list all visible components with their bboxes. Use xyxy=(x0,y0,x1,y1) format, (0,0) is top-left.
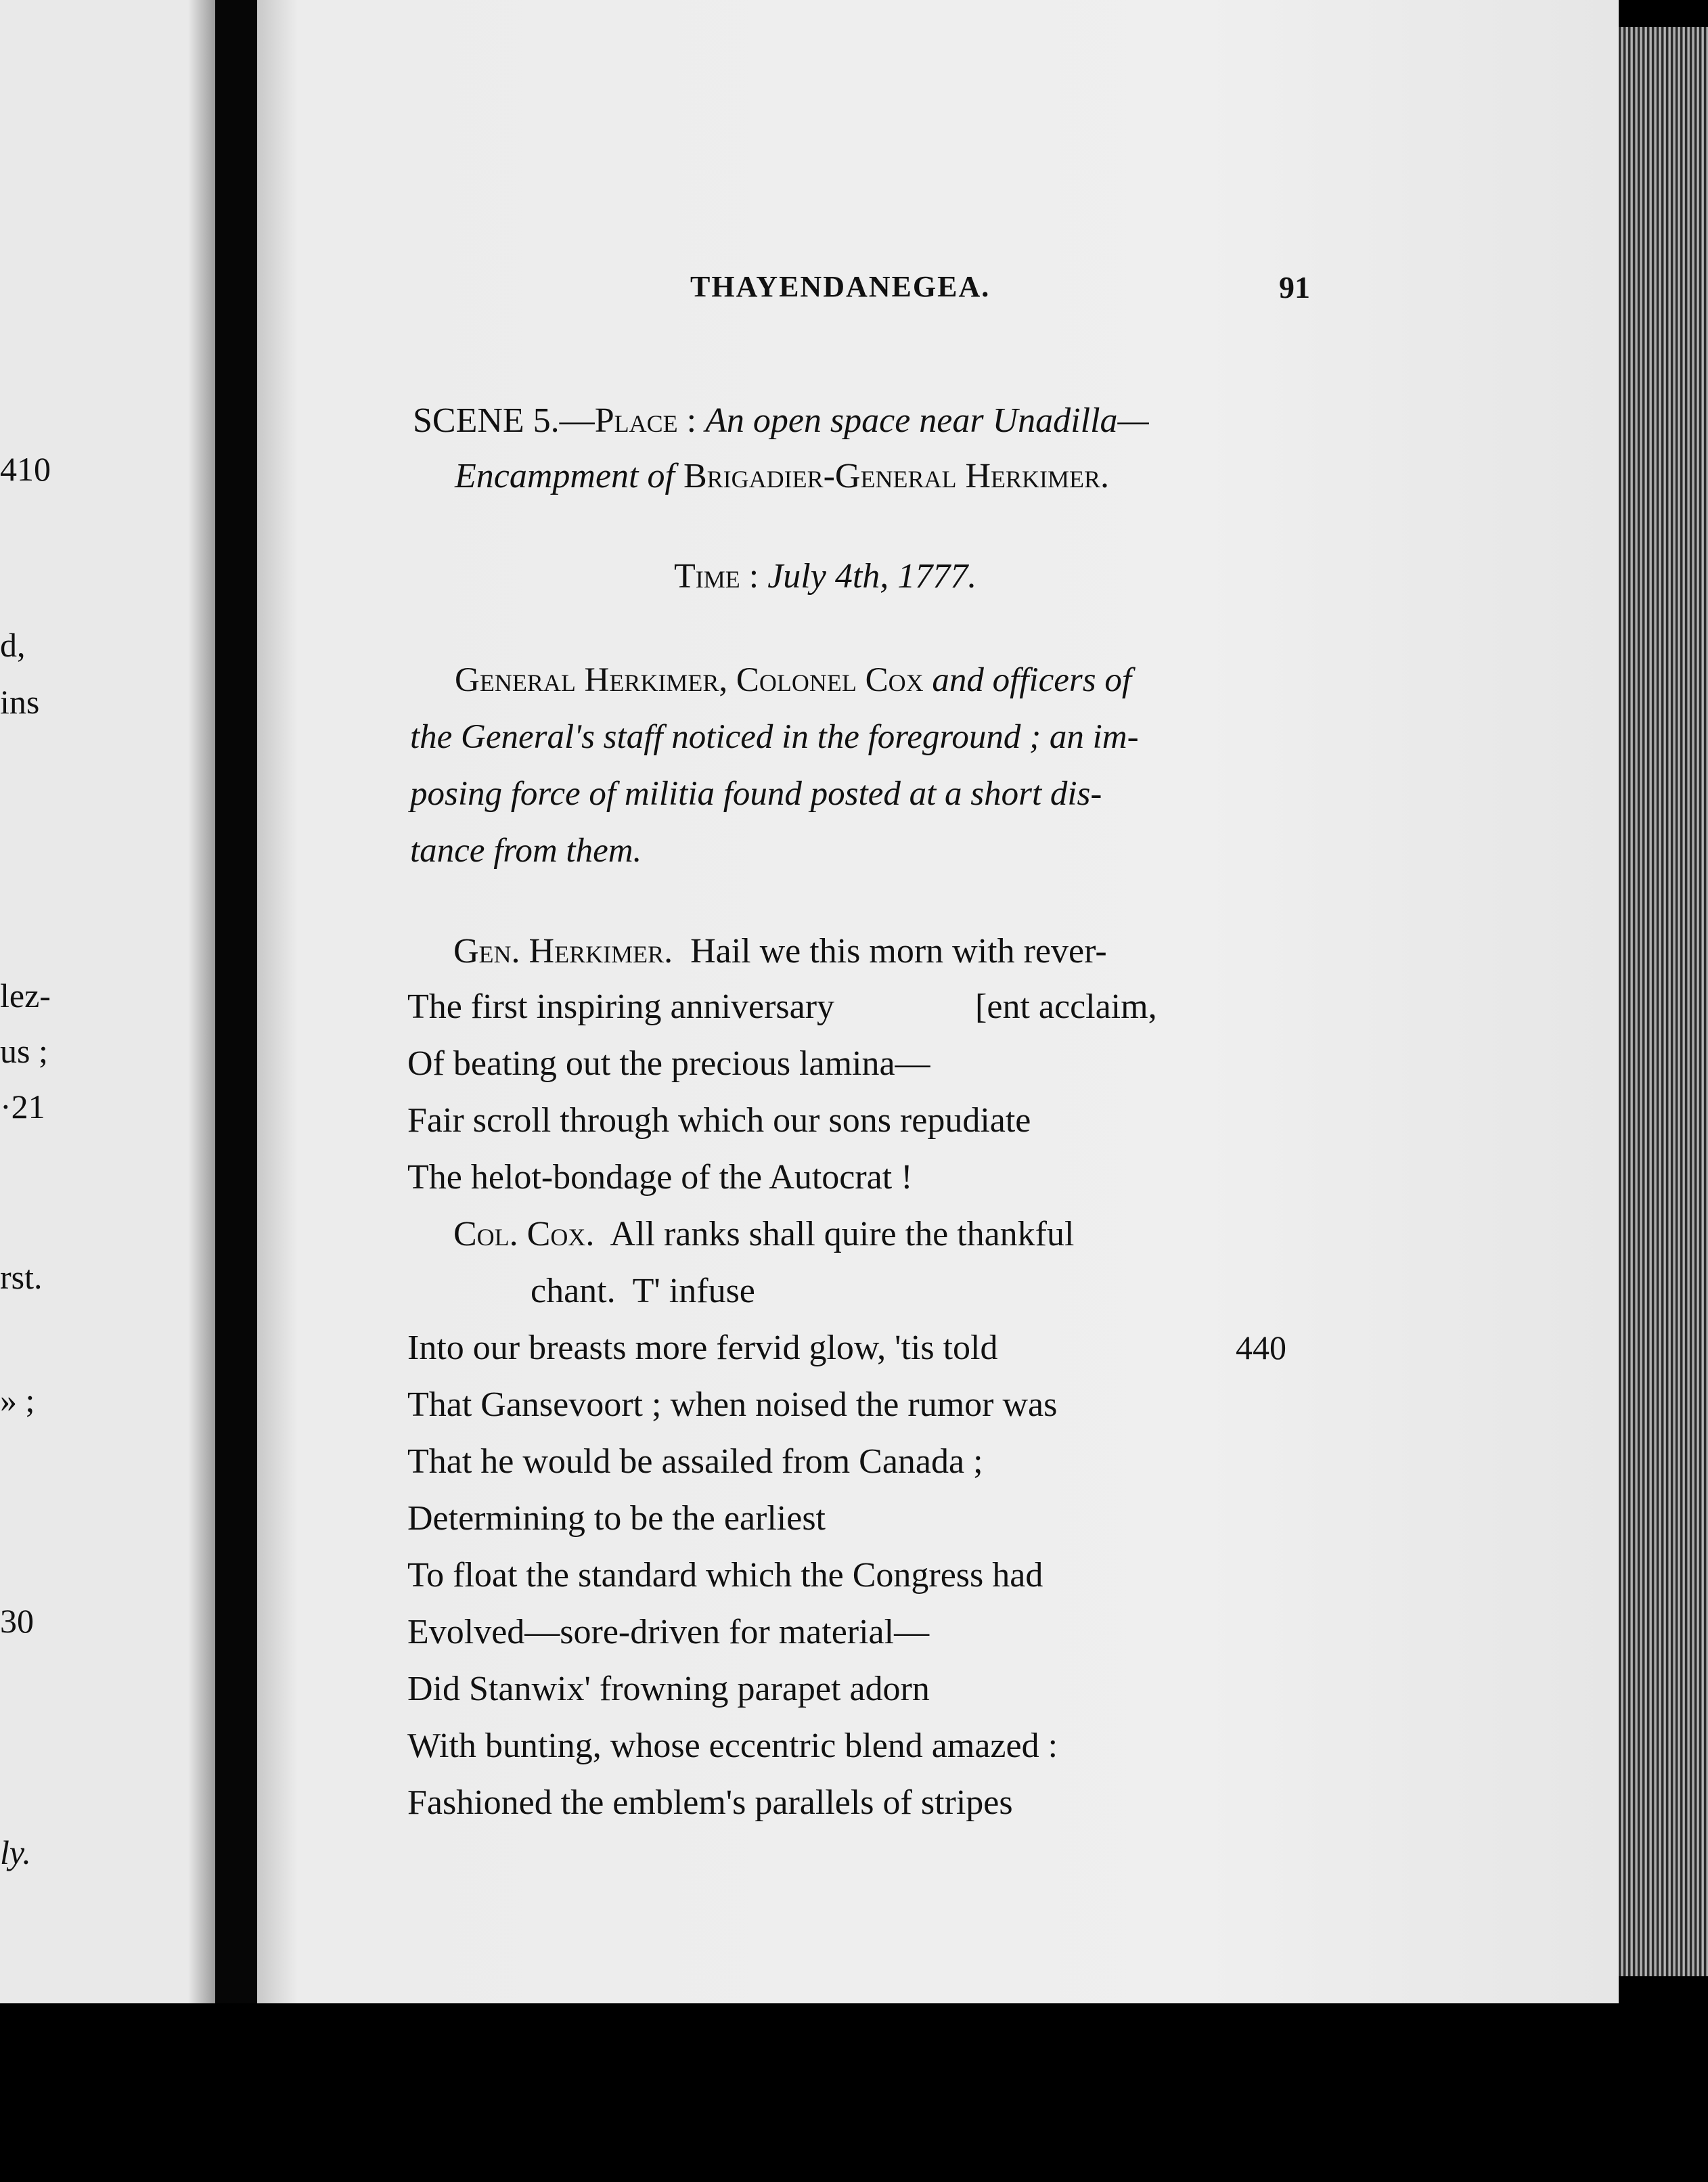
place-text: An open space near Unadilla— xyxy=(705,401,1149,440)
margin-fragment: ·21 xyxy=(0,1088,45,1126)
verse-line: Fashioned the emblem's parallels of stripes xyxy=(407,1783,1013,1822)
scan-background xyxy=(0,2003,1708,2182)
time-label: Time xyxy=(674,557,740,596)
encampment-name: Brigadier-General Herkimer. xyxy=(683,457,1110,495)
scene-heading xyxy=(413,403,1149,439)
stage-direction-line xyxy=(455,663,1131,698)
speech-line xyxy=(453,934,1107,969)
verse-line: Did Stanwix' frowning parapet adorn xyxy=(407,1670,930,1708)
verse-line: chant. T' infuse xyxy=(531,1272,755,1310)
stage-direction-line: posing force of militia found posted at a short dis- xyxy=(410,775,1102,813)
verse-line: With bunting, whose eccentric blend amazed : xyxy=(407,1727,1058,1765)
time-text: July 4th, 1777. xyxy=(767,557,977,596)
running-head: THAYENDANEGEA. xyxy=(690,270,991,303)
stage-direction-names: General Herkimer, Colonel Cox xyxy=(455,661,924,699)
verse-line: Evolved—sore-driven for material— xyxy=(407,1613,930,1651)
verse-line: Of beating out the precious lamina— xyxy=(407,1044,930,1083)
speech-text: All ranks shall quire the thankful xyxy=(594,1215,1075,1253)
speaker-name: Col. Cox. xyxy=(453,1215,595,1253)
margin-fragment: ins xyxy=(0,683,40,721)
verse-line: To float the standard which the Congress had xyxy=(407,1556,1043,1595)
verse-line: Determining to be the earliest xyxy=(407,1499,826,1538)
verse-line: Fair scroll through which our sons repudiate xyxy=(407,1101,1031,1140)
gutter-shadow xyxy=(188,0,215,2003)
verse-line: The first inspiring anniversary [ent acclaim, xyxy=(407,987,1157,1026)
margin-fragment: d, xyxy=(0,626,26,664)
line-number: 440 xyxy=(1236,1329,1286,1366)
verse-line: Into our breasts more fervid glow, 'tis told xyxy=(407,1329,998,1367)
time-separator: : xyxy=(740,557,768,596)
place-separator: : xyxy=(677,401,706,440)
verse-line: The helot-bondage of the Autocrat ! xyxy=(407,1158,913,1197)
encampment-text: Encampment of xyxy=(455,457,683,495)
stage-direction-text: and officers of xyxy=(923,661,1132,699)
margin-fragment: lez- xyxy=(0,977,51,1015)
page-number: 91 xyxy=(1279,270,1310,305)
scene-heading-cont xyxy=(455,459,1109,494)
place-label: Place xyxy=(594,401,678,440)
verse-line: That Gansevoort ; when noised the rumor was xyxy=(407,1385,1058,1424)
speech-line xyxy=(453,1217,1074,1252)
verse-line: That he would be assailed from Canada ; xyxy=(407,1442,983,1481)
book-binding xyxy=(215,0,257,2003)
stage-direction-line: the General's staff noticed in the foreground ; an im- xyxy=(410,718,1139,756)
stage-direction-line: tance from them. xyxy=(410,832,642,870)
scene-time xyxy=(674,559,976,594)
margin-fragment: 410 xyxy=(0,450,51,488)
speaker-name: Gen. Herkimer. xyxy=(453,932,673,971)
margin-fragment: » ; xyxy=(0,1381,35,1419)
left-facing-page xyxy=(0,0,215,2003)
margin-fragment: us ; xyxy=(0,1032,48,1070)
margin-fragment: 30 xyxy=(0,1602,34,1640)
speech-text: Hail we this morn with rever- xyxy=(673,932,1107,971)
margin-fragment: rst. xyxy=(0,1258,43,1296)
page-edges xyxy=(1619,27,1708,1976)
margin-fragment: ly. xyxy=(0,1833,31,1871)
scene-label: SCENE 5.— xyxy=(413,401,595,440)
